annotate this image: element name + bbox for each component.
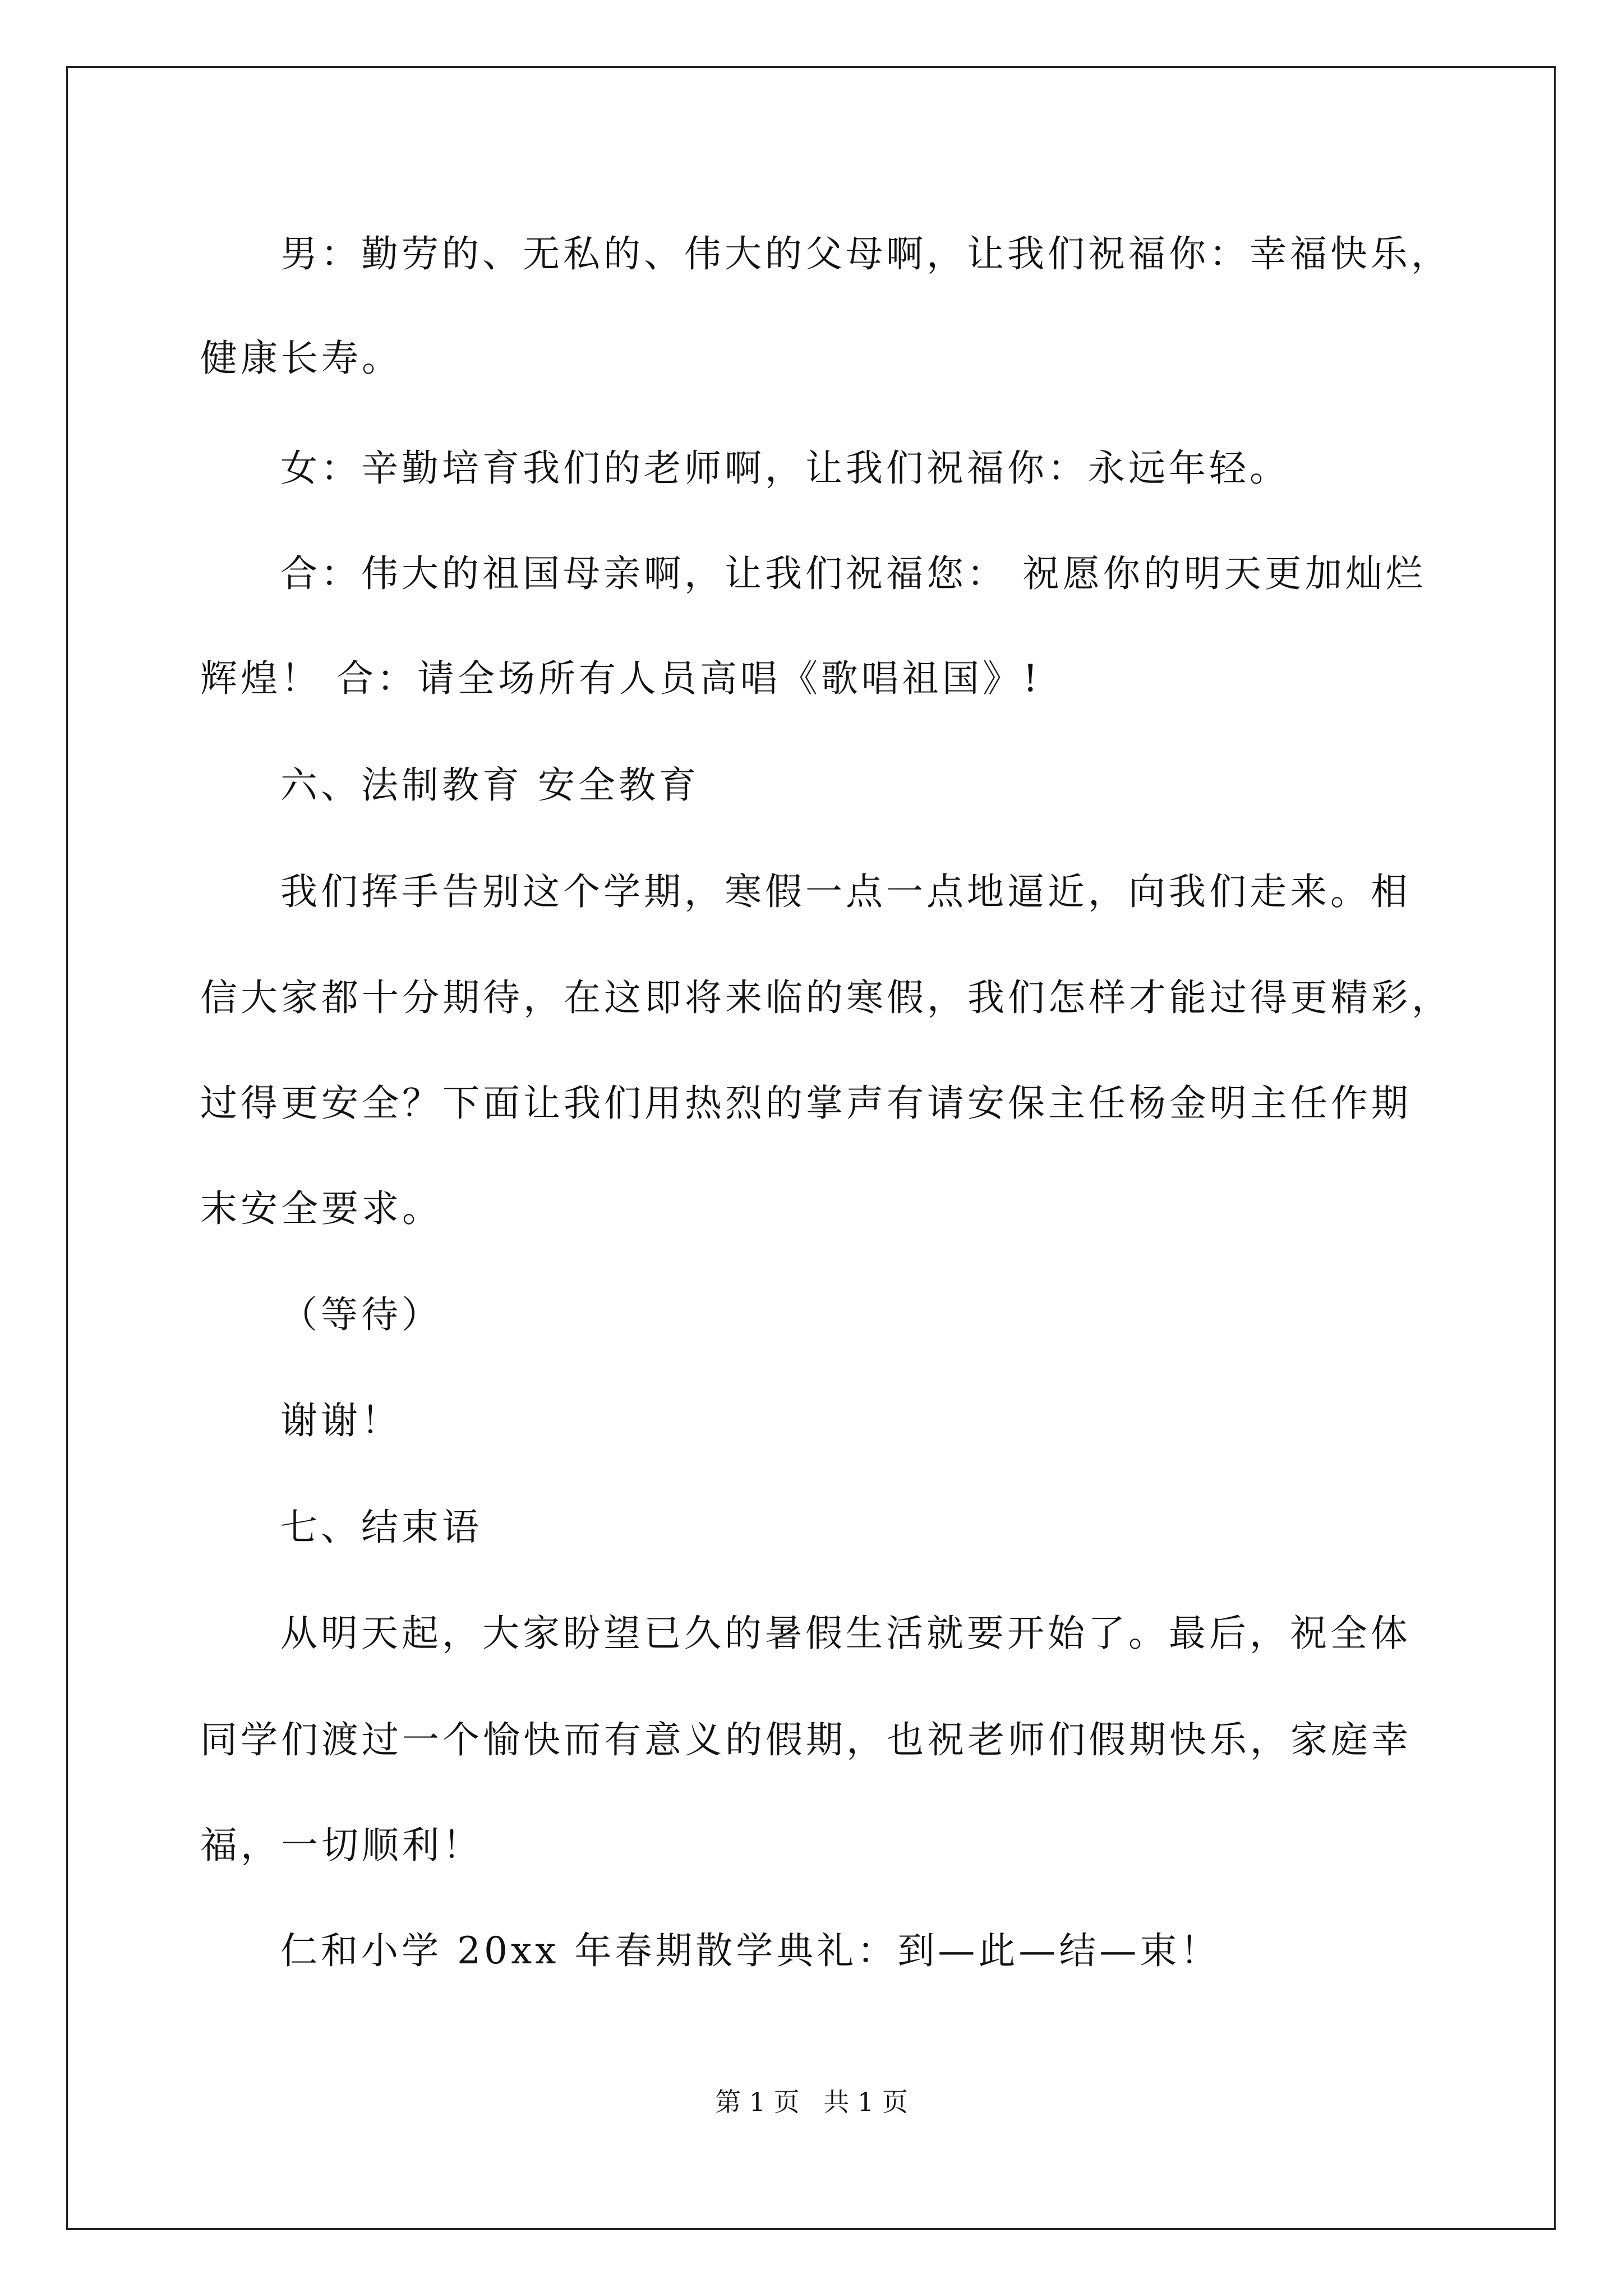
text-line-11: （等待） (280, 1293, 442, 1336)
text-line-15: 同学们渡过一个愉快而有意义的假期，也祝老师们假期快乐，家庭幸 (200, 1718, 1412, 1761)
text-line-12: 谢谢！ (280, 1399, 402, 1442)
text-line-16: 福，一切顺利！ (200, 1824, 483, 1867)
section-heading-7: 七、结束语 (280, 1506, 482, 1549)
page-total: 共 1 页 (823, 2087, 908, 2117)
text-line-7: 我们挥手告别这个学期，寒假一点一点地逼近，向我们走来。相 (280, 870, 1411, 913)
text-line-14: 从明天起，大家盼望已久的暑假生活就要开始了。最后，祝全体 (280, 1612, 1411, 1655)
text-line-2: 健康长寿。 (200, 337, 402, 380)
text-line-8: 信大家都十分期待，在这即将来临的寒假，我们怎样才能过得更精彩， (200, 976, 1452, 1019)
text-line-4: 合：伟大的祖国母亲啊，让我们祝福您： 祝愿你的明天更加灿烂 (280, 552, 1426, 595)
section-heading-6: 六、法制教育 安全教育 (280, 763, 699, 807)
page-border (66, 66, 1556, 2230)
text-line-5: 辉煌！ 合：请全场所有人员高唱《歌唱祖国》! (200, 657, 1041, 700)
text-line-1: 男：勤劳的、无私的、伟大的父母啊，让我们祝福你：幸福快乐， (280, 232, 1451, 275)
text-line-9: 过得更安全？下面让我们用热烈的掌声有请安保主任杨金明主任作期 (200, 1082, 1412, 1125)
page-number: 第 1 页 (715, 2087, 800, 2117)
page-footer (0, 2089, 1623, 2115)
text-line-3: 女：辛勤培育我们的老师啊，让我们祝福你：永远年轻。 (280, 447, 1290, 490)
text-line-17: 仁和小学 20xx 年春期散学典礼：到—此—结—束！ (280, 1929, 1221, 1972)
text-line-10: 末安全要求。 (200, 1187, 442, 1230)
